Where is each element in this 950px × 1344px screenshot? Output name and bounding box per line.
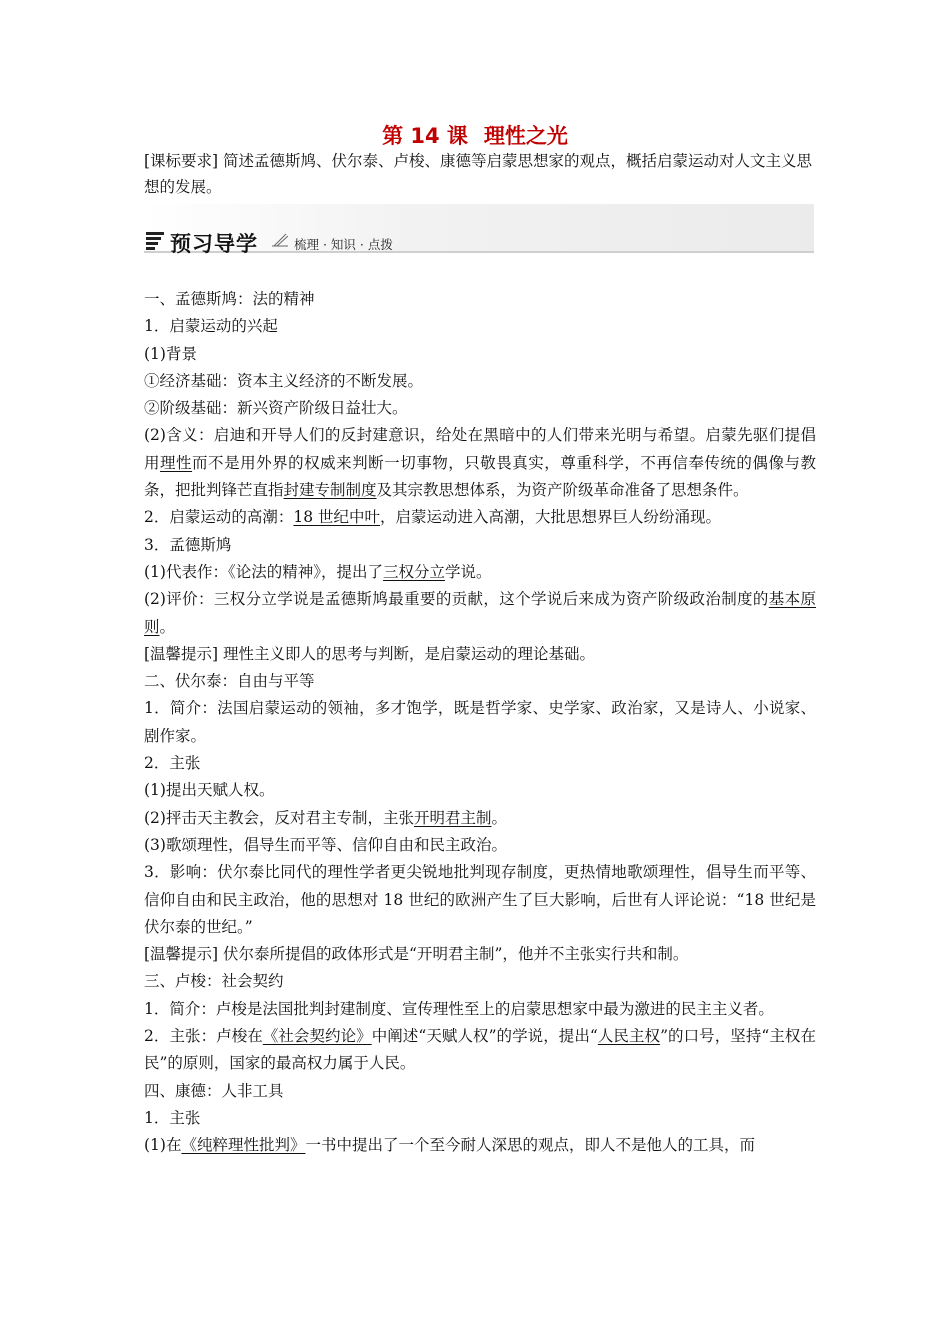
text-paragraph — [144, 1132, 816, 1159]
text-paragraph: (1)提出天赋人权。 — [144, 781, 275, 800]
text-paragraph — [144, 586, 816, 641]
text-paragraph: [温馨提示] 理性主义即人的思考与判断，是启蒙运动的理论基础。 — [144, 644, 596, 663]
text-paragraph — [144, 504, 816, 531]
text-segment: 一书中提出了一个至今耐人深思的观点，即人不是他人的工具，而 — [305, 1136, 755, 1155]
banner-title: 预习导学 — [170, 232, 258, 256]
text-segment: ，启蒙运动进入高潮，大批思想界巨人纷纷涌现。 — [380, 508, 722, 527]
text-paragraph: 二、伏尔泰：自由与平等 — [144, 672, 315, 691]
slash-divider-icon — [272, 233, 288, 247]
text-segment: 。 — [491, 808, 507, 827]
lesson-title — [0, 120, 950, 150]
text-paragraph: 1．启蒙运动的兴起 — [144, 317, 278, 336]
text-segment: 学说。 — [444, 562, 492, 581]
text-paragraph — [144, 805, 816, 832]
underlined-term: 人民主权 — [597, 1027, 661, 1046]
text-paragraph: 3．孟德斯鸠 — [144, 535, 232, 554]
underlined-term: 基本原则 — [144, 590, 816, 636]
underlined-term: 《社会契约论》 — [262, 1027, 372, 1046]
text-paragraph: ①经济基础：资本主义经济的不断发展。 — [144, 371, 424, 390]
underlined-term: 《纯粹理性批判》 — [181, 1136, 306, 1155]
lesson-number: 第 14 课 — [382, 124, 468, 148]
text-segment: (2)抨击天主教会，反对君主专制，主张 — [144, 808, 414, 827]
text-paragraph: 一、孟德斯鸠：法的精神 — [144, 290, 315, 308]
text-paragraph: 1．简介：卢梭是法国批判封建制度、宣传理性至上的启蒙思想家中最为激进的民主主义者。 — [144, 999, 774, 1018]
text-segment: (2)评价：三权分立学说是孟德斯鸠最重要的贡献，这个学说后来成为资产阶级政治制度的 — [144, 590, 769, 609]
underlined-term: 理性 — [160, 453, 193, 472]
text-paragraph — [144, 1023, 816, 1078]
lesson-name: 理性之光 — [483, 124, 568, 148]
text-paragraph: 2．主张 — [144, 754, 201, 773]
text-segment: (1)在 — [144, 1136, 182, 1155]
text-paragraph — [144, 559, 816, 586]
text-segment: (1)代表作：《论法的精神》，提出了 — [144, 562, 383, 581]
section-banner — [144, 204, 814, 254]
text-segment: 及其宗教思想体系，为资产阶级革命准备了思想条件。 — [376, 481, 749, 500]
banner-subtitle: 梳理 · 知识 · 点拨 — [294, 237, 393, 252]
underlined-term: 封建专制制度 — [283, 481, 377, 500]
text-segment: 。 — [159, 617, 176, 636]
underlined-term: 开明君主制 — [413, 808, 492, 827]
text-segment: ”的口号，坚持“主权在民”的原则，国家的最高权力属于人民。 — [144, 1027, 816, 1073]
text-paragraph: (3)歌颂理性，倡导生而平等、信仰自由和民主政治。 — [144, 835, 507, 854]
text-paragraph: 三、卢梭：社会契约 — [144, 972, 284, 991]
text-paragraph: 3．影响：伏尔泰比同代的理性学者更尖锐地批判现存制度，更热情地歌颂理性，倡导生而平等、信仰自由和民主政治，他的思想对 18 世纪的欧洲产生了巨大影响，后世有人评论说：“18 世纪是伏尔泰的世纪。” — [144, 863, 816, 936]
text-segment: 中阐述“天赋人权”的学说，提出“ — [371, 1027, 598, 1046]
underlined-term: 三权分立 — [382, 562, 445, 581]
text-paragraph — [144, 422, 816, 504]
text-paragraph: [温馨提示] 伏尔泰所提倡的政体形式是“开明君主制”，他并不主张实行共和制。 — [144, 945, 689, 964]
text-segment: 而不是用外界的权威来判断一切事物，只敬畏真实，尊重科学，不再信奉传统的偶像与教条，把批判锋芒直指 — [144, 453, 816, 500]
document-body — [144, 286, 816, 1160]
text-segment: 2．主张：卢梭在 — [144, 1027, 263, 1046]
text-paragraph: 1．主张 — [144, 1108, 201, 1127]
stripes-icon — [146, 232, 164, 250]
text-segment: (2)含义：启迪和开导人们的反封建意识，给处在黑暗中的人们带来光明与希望。启蒙先驱们提倡用 — [144, 426, 816, 472]
curriculum-requirement: [课标要求] 简述孟德斯鸠、伏尔泰、卢梭、康德等启蒙思想家的观点，概括启蒙运动对人文主义思想的发展。 — [144, 152, 813, 196]
underlined-term: 18 世纪中叶 — [293, 508, 381, 527]
text-segment: 2．启蒙运动的高潮： — [144, 508, 294, 527]
text-paragraph: 1．简介：法国启蒙运动的领袖，多才饱学，既是哲学家、史学家、政治家，又是诗人、小说家、剧作家。 — [144, 699, 816, 745]
text-paragraph: 四、康德：人非工具 — [144, 1081, 284, 1100]
text-paragraph: (1)背景 — [144, 344, 197, 363]
text-paragraph: ②阶级基础：新兴资产阶级日益壮大。 — [144, 399, 408, 418]
